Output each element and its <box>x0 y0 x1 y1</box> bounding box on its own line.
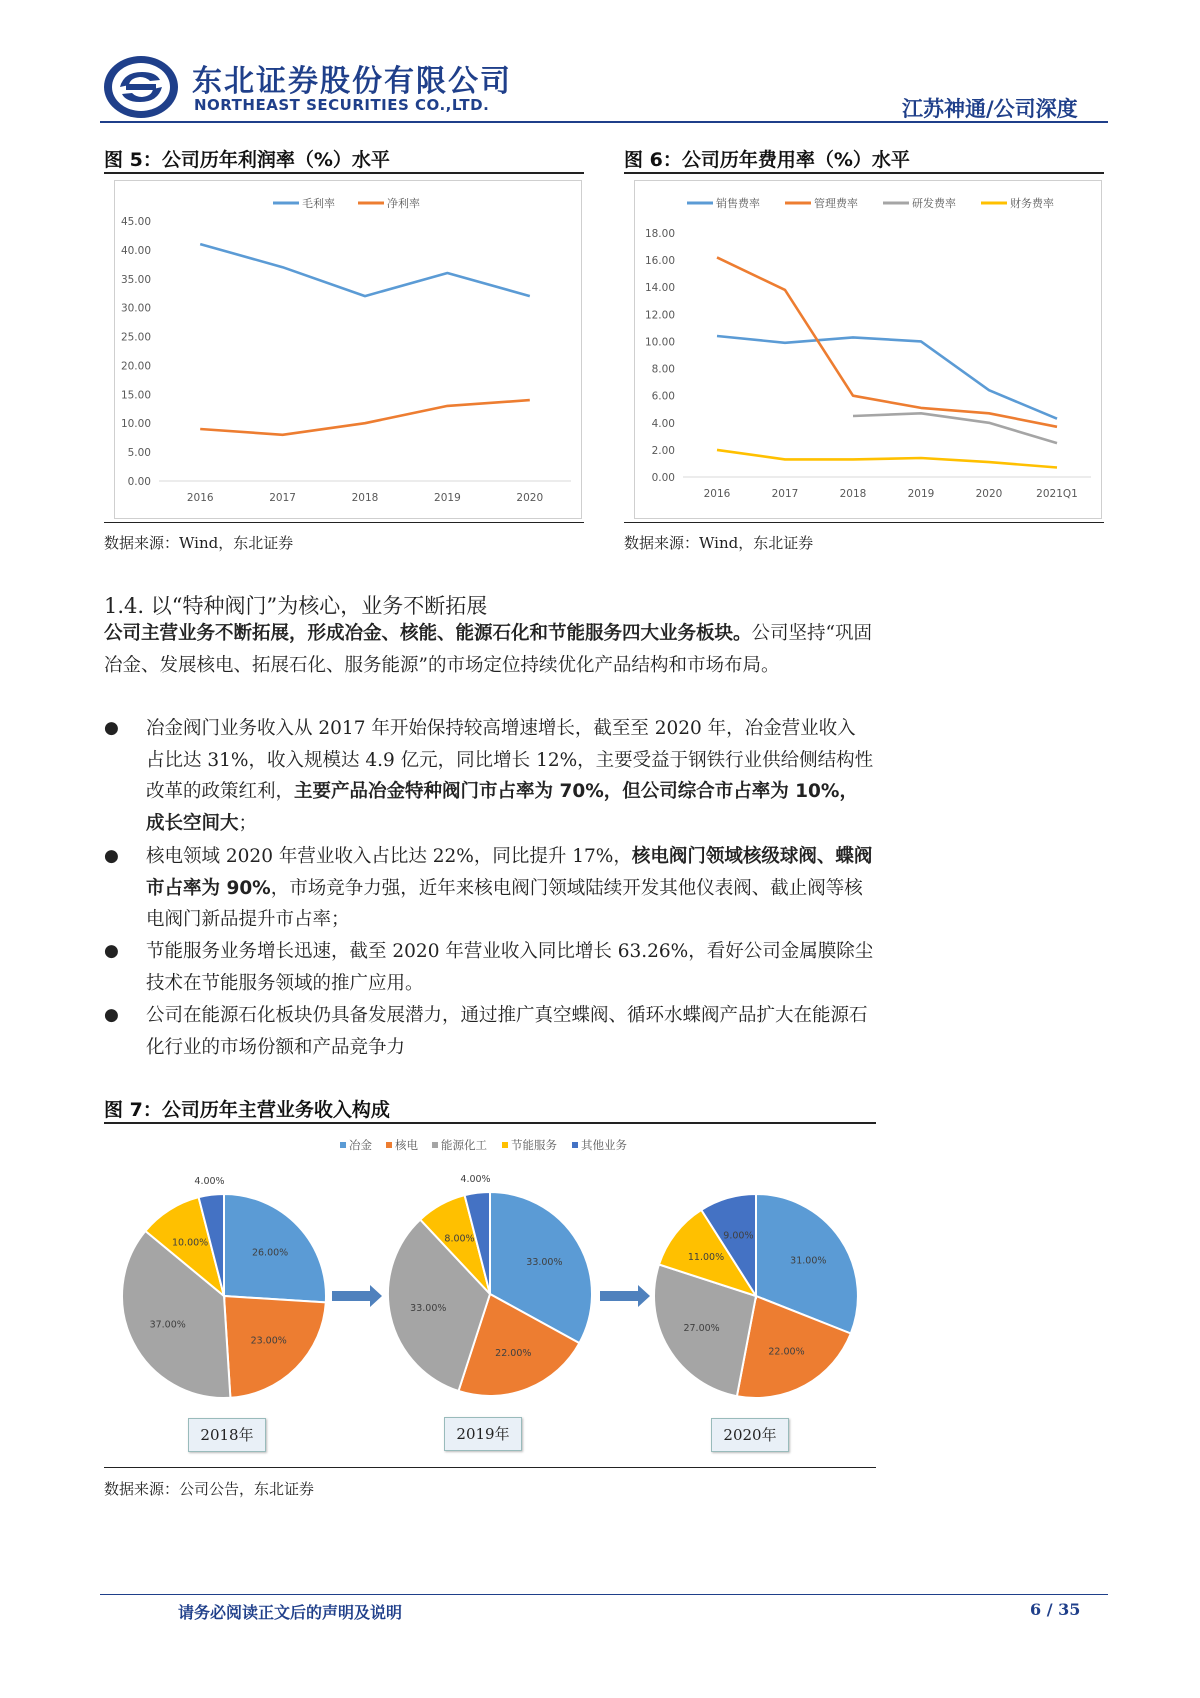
bullet-1-text: 冶金阀门业务收入从 2017 年开始保持较高增速增长，截至至 2020 年，冶金营业收入占比达 31%，收入规模达 4.9 亿元，同比增长 12%，主要受益于钢铁行业供给侧结构性改革的政策红利， <box>146 718 874 802</box>
fig5-ytick: 35.00 <box>120 273 151 286</box>
fig7-year-2019: 2019年 <box>444 1417 522 1451</box>
fig5-ytick: 30.00 <box>120 302 151 315</box>
company-logo <box>102 54 180 120</box>
fig5-xtick: 2017 <box>269 492 296 504</box>
fig5-chart-frame <box>114 180 582 519</box>
fig6-ytick: 6.00 <box>651 390 675 403</box>
fig6-xtick: 2017 <box>771 488 799 500</box>
fig7-pie-2-label-4: 9.00% <box>723 1230 754 1242</box>
fig6-chart <box>635 181 1101 518</box>
fig5-xtick: 2019 <box>434 492 461 504</box>
fig5-ytick: 0.00 <box>127 476 151 488</box>
fig7-chart <box>104 1124 876 1464</box>
footer-page-number: 6 / 35 <box>1030 1600 1081 1619</box>
bullet-1-bold: 主要产品冶金特种阀门市占率为 70%，但公司综合市占率为 10%，成长空间大 <box>146 781 858 834</box>
fig6-ytick: 12.00 <box>644 309 675 322</box>
fig5-bottom-rule <box>104 522 584 523</box>
fig5-series-line-0 <box>200 244 530 296</box>
fig6-series-line-0 <box>717 336 1057 419</box>
fig5-source: 数据来源：Wind，东北证券 <box>104 534 294 552</box>
fig7-legend-label-3: 节能服务 <box>511 1138 557 1152</box>
fig7-pie-2-label-3: 11.00% <box>687 1252 725 1264</box>
bullet-dot-1: ● <box>104 718 119 738</box>
fig5-ytick: 40.00 <box>120 244 151 257</box>
fig6-chart-frame <box>634 180 1102 519</box>
bullet-item-2 <box>146 841 874 936</box>
section-lead-paragraph <box>104 618 874 681</box>
fig5-legend-label-1: 净利率 <box>387 197 420 210</box>
bullet-1-tail: ； <box>238 812 258 834</box>
fig7-pie-1-label-4: 4.00% <box>460 1173 491 1185</box>
bullet-item-1 <box>146 713 874 839</box>
footer-rule <box>100 1594 1108 1595</box>
fig7-arrow-1 <box>600 1285 650 1307</box>
fig6-xtick: 2018 <box>839 488 867 500</box>
fig6-legend-label-2: 研发费率 <box>912 197 956 210</box>
company-name-en: NORTHEAST SECURITIES CO.,LTD. <box>194 96 490 114</box>
fig5-xtick: 2020 <box>516 492 544 504</box>
fig7-pie-2-label-1: 22.00% <box>768 1346 805 1358</box>
fig6-legend-label-3: 财务费率 <box>1010 197 1054 210</box>
fig5-title: 图 5：公司历年利润率（%）水平 <box>104 149 390 171</box>
fig5-ytick: 25.00 <box>120 331 151 344</box>
bullet-4-text: 公司在能源石化板块仍具备发展潜力，通过推广真空蝶阀、循环水蝶阀产品扩大在能源石化行业的市场份额和产品竞争力 <box>146 1005 868 1058</box>
bullet-2-bold: 核电阀门领域核级球阀、蝶阀市占率为 90% <box>146 846 873 899</box>
fig6-ytick: 16.00 <box>644 255 675 268</box>
fig6-xtick: 2016 <box>703 488 731 500</box>
fig6-source: 数据来源：Wind，东北证券 <box>624 534 814 552</box>
fig5-ytick: 15.00 <box>120 389 151 402</box>
fig7-legend-swatch-3 <box>502 1142 508 1148</box>
fig7-year-2018: 2018年 <box>188 1418 266 1452</box>
fig6-ytick: 0.00 <box>651 472 675 484</box>
fig7-pie-0-label-0: 26.00% <box>251 1247 289 1259</box>
fig6-ytick: 10.00 <box>644 336 675 349</box>
fig5-ytick: 45.00 <box>120 216 151 228</box>
fig7-legend-swatch-2 <box>432 1142 438 1148</box>
bullet-item-4 <box>146 1000 874 1063</box>
fig7-pie-0-label-2: 37.00% <box>149 1319 186 1331</box>
fig5-series-line-1 <box>200 400 530 435</box>
fig7-pie-1-label-0: 33.00% <box>526 1256 563 1268</box>
fig6-bottom-rule <box>624 522 1104 523</box>
fig7-bottom-rule <box>104 1467 876 1468</box>
fig7-pie-2-label-2: 27.00% <box>683 1323 720 1335</box>
fig6-series-line-2 <box>853 413 1057 443</box>
bullet-3-text: 节能服务业务增长迅速，截至 2020 年营业收入同比增长 63.26%，看好公司金属膜除尘技术在节能服务领域的推广应用。 <box>146 941 874 994</box>
bullet-dot-4: ● <box>104 1005 119 1025</box>
fig7-arrow-0 <box>332 1285 382 1307</box>
fig7-legend-swatch-0 <box>340 1142 346 1148</box>
fig6-series-line-3 <box>717 450 1057 468</box>
fig7-pie-1-label-1: 22.00% <box>495 1347 532 1359</box>
fig6-title-rule <box>624 172 1104 174</box>
fig7-pie-0-slice-1 <box>224 1296 326 1398</box>
fig6-title: 图 6：公司历年费用率（%）水平 <box>624 149 910 171</box>
fig7-legend-swatch-1 <box>386 1142 392 1148</box>
bullet-dot-2: ● <box>104 846 119 866</box>
fig6-ytick: 8.00 <box>651 363 675 376</box>
fig7-title: 图 7：公司历年主营业务收入构成 <box>104 1099 390 1121</box>
fig7-pie-0-label-3: 10.00% <box>171 1237 209 1249</box>
fig6-ytick: 4.00 <box>651 417 675 430</box>
header-rule <box>100 121 1108 123</box>
bullet-2-tail: ，市场竞争力强，近年来核电阀门领域陆续开发其他仪表阀、截止阀等核电阀门新品提升市占率； <box>146 877 863 930</box>
fig5-legend-label-0: 毛利率 <box>302 197 335 210</box>
footer-notice: 请务必阅读正文后的声明及说明 <box>178 1603 403 1622</box>
fig7-legend-label-1: 核电 <box>395 1138 418 1152</box>
fig6-xtick: 2019 <box>907 488 935 500</box>
section-heading: 1.4. 以“特种阀门”为核心，业务不断拓展 <box>104 594 488 618</box>
fig5-ytick: 20.00 <box>120 360 151 373</box>
fig7-legend-label-2: 能源化工 <box>441 1138 487 1152</box>
fig5-chart <box>115 181 581 518</box>
fig6-xtick: 2020 <box>975 488 1003 500</box>
fig7-pie-0-label-4: 4.00% <box>194 1175 225 1187</box>
fig7-pie-1-label-2: 33.00% <box>410 1302 447 1314</box>
fig6-xtick: 2021Q1 <box>1036 488 1078 500</box>
fig6-legend-label-1: 管理费率 <box>814 197 858 210</box>
fig7-source: 数据来源：公司公告，东北证券 <box>104 1480 315 1498</box>
bullet-dot-3: ● <box>104 941 119 961</box>
fig5-title-rule <box>104 172 584 174</box>
fig7-legend-swatch-4 <box>572 1142 578 1148</box>
report-tag: 江苏神通/公司深度 <box>902 97 1078 121</box>
bullet-2-text: 核电领域 2020 年营业收入占比达 22%，同比提升 17%， <box>146 846 632 867</box>
fig7-pie-1-label-3: 8.00% <box>444 1233 475 1245</box>
fig7-year-2020: 2020年 <box>711 1418 789 1452</box>
fig7-legend-label-0: 冶金 <box>349 1138 372 1152</box>
fig7-pie-2-label-0: 31.00% <box>790 1255 827 1267</box>
fig5-xtick: 2016 <box>186 492 214 504</box>
section-lead-bold: 公司主营业务不断拓展，形成冶金、核能、能源石化和节能服务四大业务板块。 <box>104 623 752 644</box>
fig6-legend-label-0: 销售费率 <box>716 197 760 210</box>
fig6-ytick: 18.00 <box>644 228 675 240</box>
fig5-ytick: 5.00 <box>127 447 151 460</box>
company-name-cn: 东北证券股份有限公司 <box>192 64 512 99</box>
fig5-ytick: 10.00 <box>120 418 151 431</box>
bullet-item-3 <box>146 936 874 999</box>
fig7-legend-label-4: 其他业务 <box>581 1138 627 1152</box>
fig7-pie-0-label-1: 23.00% <box>250 1335 287 1347</box>
fig6-ytick: 14.00 <box>644 282 675 295</box>
fig6-ytick: 2.00 <box>651 444 675 457</box>
fig5-xtick: 2018 <box>351 492 379 504</box>
section-lead-rest: 公司坚持“巩固冶金、发展核电、拓展石化、服务能源”的市场定位持续优化产品结构和市场布局。 <box>104 623 872 676</box>
